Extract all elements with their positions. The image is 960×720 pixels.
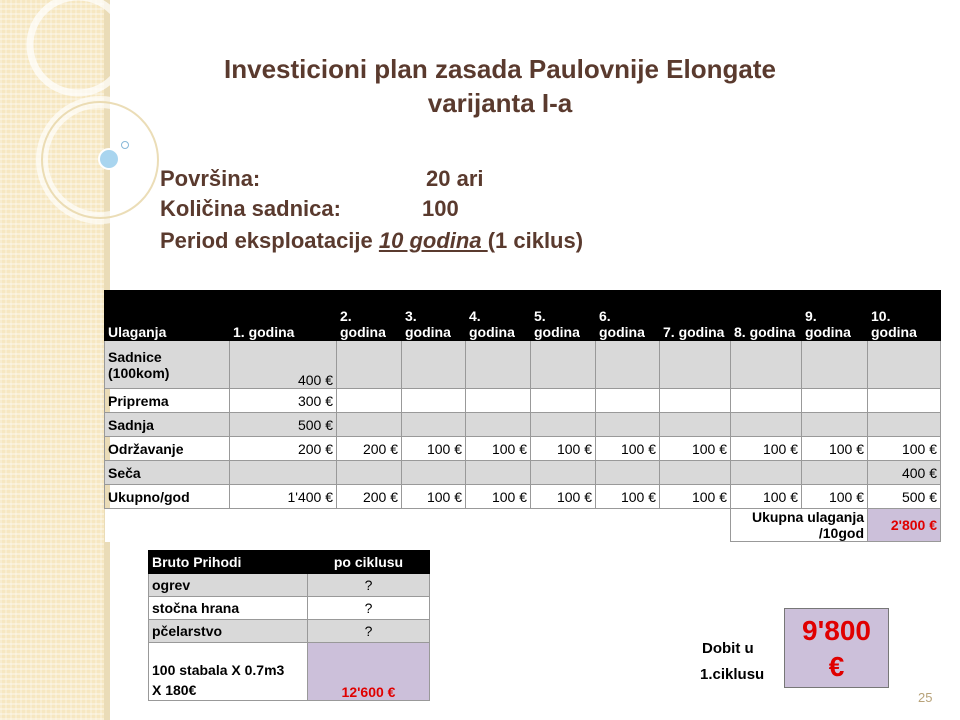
title-line-1: Investicioni plan zasada Paulovnije Elongate [224, 54, 776, 84]
cell [337, 413, 402, 437]
cell [731, 341, 802, 389]
row-label: Sadnice (100kom) [105, 341, 230, 389]
cell: 100 € [731, 437, 802, 461]
wood-label [149, 643, 308, 701]
header-po-ciklusu: po ciklusu [308, 551, 430, 574]
income-row-stocna-hrana [149, 597, 430, 620]
row-label: Sadnja [105, 413, 230, 437]
decorative-circles [0, 0, 180, 300]
cell [868, 341, 941, 389]
cell: 1'400 € [230, 485, 337, 509]
profit-label-line-1: Dobit u [702, 640, 754, 657]
profit-value-line-2: € [828, 651, 845, 682]
row-label: Održavanje [105, 437, 230, 461]
cell: 100 € [531, 437, 596, 461]
cell: 100 € [402, 485, 466, 509]
cell [337, 461, 402, 485]
cell [596, 413, 660, 437]
profit-value-box [784, 608, 889, 688]
row-label: Seča [105, 461, 230, 485]
cell: 400 € [868, 461, 941, 485]
income-row-wood [149, 643, 430, 701]
cell: 200 € [337, 485, 402, 509]
cell [868, 389, 941, 413]
income-row-ogrev [149, 574, 430, 597]
cell: 300 € [230, 389, 337, 413]
cell [731, 413, 802, 437]
period-suffix: (1 ciklus) [487, 228, 584, 253]
deco-bubble-large [99, 149, 119, 169]
cell: 100 € [466, 437, 531, 461]
cell: 100 € [531, 485, 596, 509]
cell: 500 € [230, 413, 337, 437]
seedlings-row [160, 194, 459, 224]
profit-label-line-2: 1.ciklusu [700, 666, 765, 683]
header-year-4: 4. godina [466, 291, 531, 341]
cell [531, 413, 596, 437]
cell: 100 € [402, 437, 466, 461]
income-value: ? [308, 574, 430, 597]
wood-label-line-2: X 180€ [152, 682, 197, 698]
header-year-1: 1. godina [230, 291, 337, 341]
cell [402, 461, 466, 485]
cell [731, 461, 802, 485]
period-row [160, 226, 583, 256]
cell [731, 389, 802, 413]
income-table [148, 550, 430, 701]
income-header-row [149, 551, 430, 574]
area-row [160, 164, 484, 194]
header-year-5: 5. godina [531, 291, 596, 341]
cell: 100 € [596, 485, 660, 509]
cell [230, 461, 337, 485]
income-row-pcelarstvo [149, 620, 430, 643]
wood-label-line-1: 100 stabala X 0.7m3 [152, 662, 285, 678]
cell [596, 461, 660, 485]
cell [531, 461, 596, 485]
cell [868, 413, 941, 437]
cell [466, 461, 531, 485]
header-year-6: 6. godina [596, 291, 660, 341]
header-ulaganja: Ulaganja [105, 291, 230, 341]
cell [531, 389, 596, 413]
row-seca [105, 461, 941, 485]
cell: 100 € [466, 485, 531, 509]
seedlings-label: Količina sadnica: [160, 196, 341, 221]
title-line-2: varijanta I-a [427, 88, 573, 118]
page-number: 25 [918, 690, 933, 705]
row-odrzavanje [105, 437, 941, 461]
cell: 100 € [731, 485, 802, 509]
cell [660, 461, 731, 485]
profit-label [700, 636, 764, 688]
investment-table [104, 290, 941, 542]
investment-header-row [105, 291, 941, 341]
header-year-3: 3. godina [402, 291, 466, 341]
spacer [105, 509, 731, 542]
slide-title [130, 52, 870, 120]
cell [802, 413, 868, 437]
profit-value-line-1: 9'800 [802, 615, 871, 646]
income-label: pčelarstvo [149, 620, 308, 643]
deco-bubble-small [122, 142, 129, 149]
cell [466, 389, 531, 413]
cell: 200 € [337, 437, 402, 461]
income-label: stočna hrana [149, 597, 308, 620]
header-year-2: 2. godina [337, 291, 402, 341]
cell: 400 € [230, 341, 337, 389]
header-year-9: 9. godina [802, 291, 868, 341]
cell [802, 341, 868, 389]
cell [531, 341, 596, 389]
cell [466, 413, 531, 437]
cell: 100 € [660, 485, 731, 509]
cell [402, 389, 466, 413]
period-value: 10 godina [378, 228, 488, 253]
header-year-7: 7. godina [660, 291, 731, 341]
cell: 200 € [230, 437, 337, 461]
cell: 100 € [660, 437, 731, 461]
period-label: Period eksploatacije [160, 228, 373, 253]
row-priprema [105, 389, 941, 413]
cell: 100 € [802, 485, 868, 509]
header-bruto-prihodi: Bruto Prihodi [149, 551, 308, 574]
cell: 500 € [868, 485, 941, 509]
wood-value: 12'600 € [308, 643, 430, 701]
row-label: Ukupno/god [105, 485, 230, 509]
cell: 100 € [868, 437, 941, 461]
cell [596, 389, 660, 413]
cell: 100 € [802, 437, 868, 461]
cell: 100 € [596, 437, 660, 461]
row-ukupno [105, 485, 941, 509]
cell [337, 389, 402, 413]
row-sadnja [105, 413, 941, 437]
cell [660, 389, 731, 413]
cell [802, 389, 868, 413]
row-label: Priprema [105, 389, 230, 413]
total-label: Ukupna ulaganja /10god [731, 509, 868, 542]
cell [596, 341, 660, 389]
header-year-8: 8. godina [731, 291, 802, 341]
cell [660, 341, 731, 389]
cell [402, 413, 466, 437]
income-value: ? [308, 620, 430, 643]
cell [660, 413, 731, 437]
income-label: ogrev [149, 574, 308, 597]
area-value: 20 ari [426, 166, 484, 191]
income-value: ? [308, 597, 430, 620]
cell [802, 461, 868, 485]
header-year-10: 10. godina [868, 291, 941, 341]
deco-ring-top [30, 0, 126, 93]
cell [402, 341, 466, 389]
area-label: Površina: [160, 166, 261, 191]
cell [337, 341, 402, 389]
seedlings-value: 100 [422, 196, 459, 221]
row-total [105, 509, 941, 542]
row-sadnice [105, 341, 941, 389]
cell [466, 341, 531, 389]
total-value: 2'800 € [868, 509, 941, 542]
